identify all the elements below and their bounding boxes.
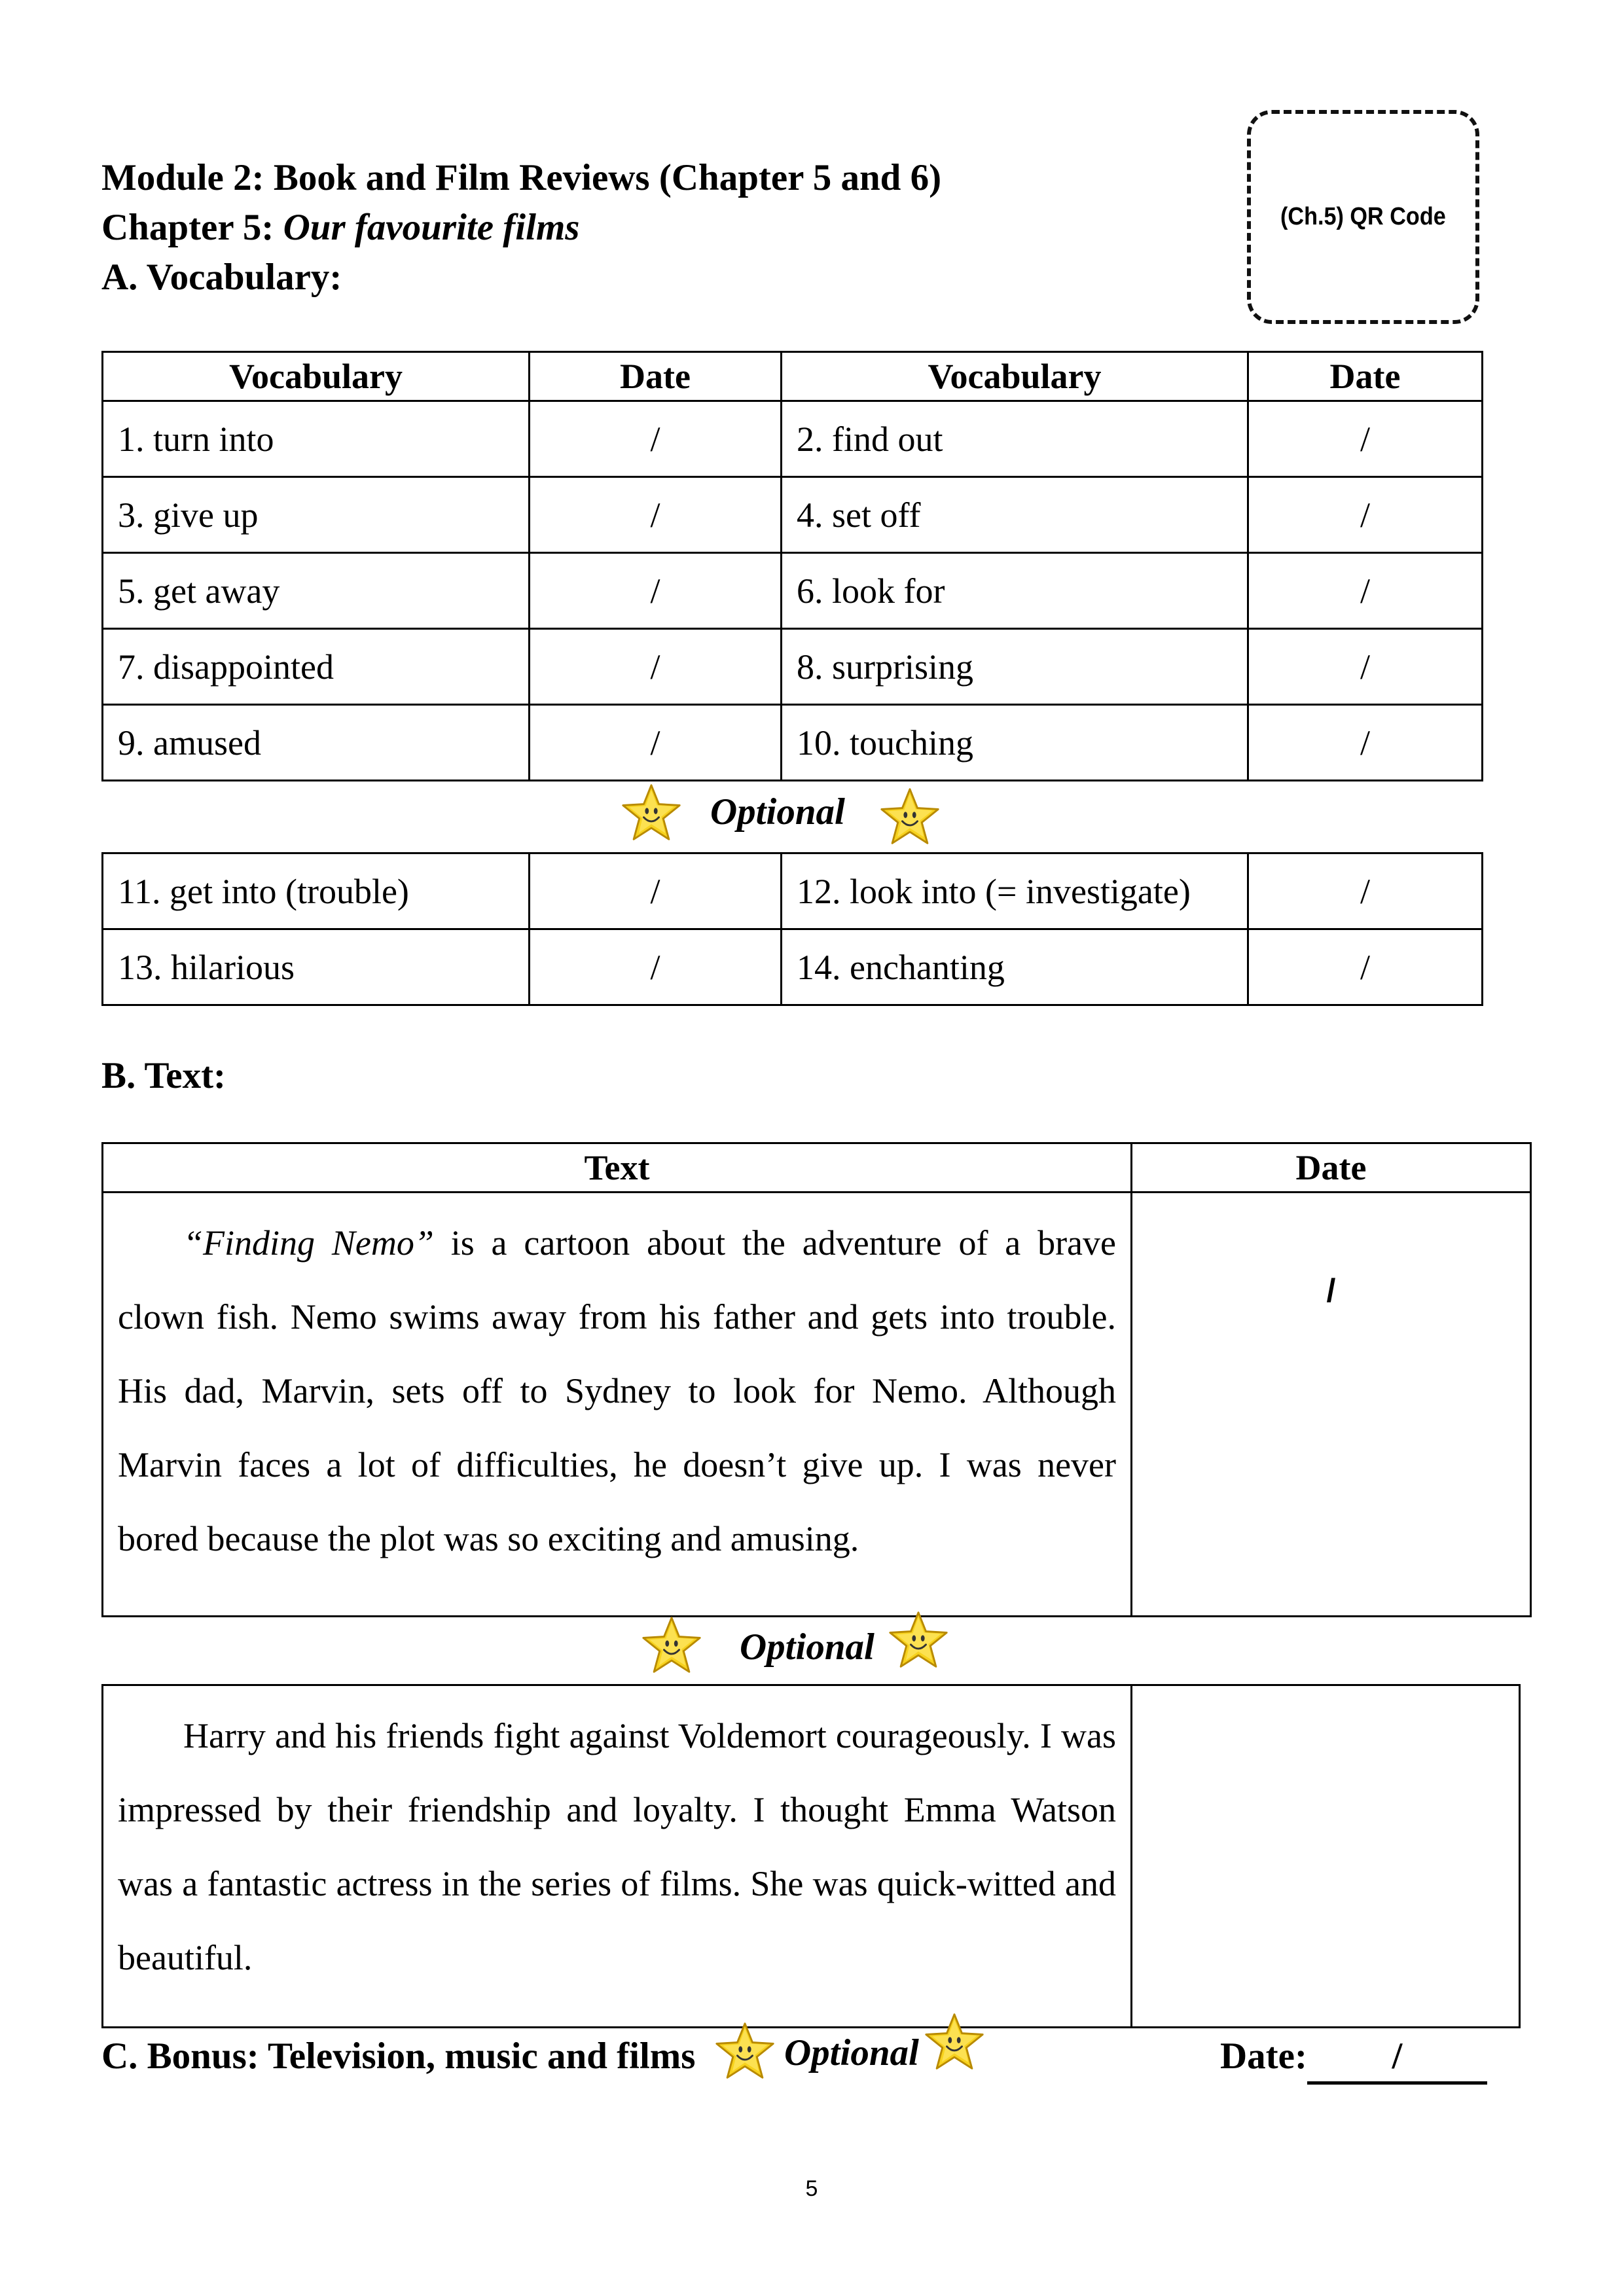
vocab-item: 3. give up [103, 477, 530, 553]
smiley-star-icon [887, 1609, 950, 1672]
header-date-1: Date [530, 352, 782, 401]
vocab-item: 13. hilarious [103, 929, 530, 1005]
chapter-prefix: Chapter 5: [101, 207, 283, 248]
vocab-item: 5. get away [103, 553, 530, 629]
date-cell: / [1248, 929, 1483, 1005]
header-vocabulary-1: Vocabulary [103, 352, 530, 401]
vocab-item: 8. surprising [782, 629, 1248, 705]
date-cell: / [1248, 553, 1483, 629]
smiley-star-icon [878, 785, 941, 848]
date-cell: / [1248, 401, 1483, 477]
smiley-star-icon [923, 2011, 986, 2073]
reading-passage [103, 1193, 1132, 1617]
vocab-item: 7. disappointed [103, 629, 530, 705]
passage-body: is a cartoon about the adventure of a brave clown fish. Nemo swims away from his father and gets into trouble. His dad, Marvin, sets off to Sydney to look for Nemo. Although Marvin faces a lot of difficulties, he doesn’t give up. I was never bored because the plot was so exciting and amusing. [118, 1223, 1116, 1558]
optional-label-text: Optional [740, 1626, 875, 1668]
optional-label-bonus: Optional [784, 2032, 919, 2073]
smiley-star-icon [620, 781, 683, 844]
header-text: Text [103, 1143, 1132, 1193]
bonus-date-field[interactable]: / [1307, 2032, 1487, 2085]
header-date-2: Date [1248, 352, 1483, 401]
vocabulary-header-row [103, 352, 1483, 401]
table-row [103, 401, 1483, 477]
date-cell: / [530, 477, 782, 553]
table-row [103, 705, 1483, 781]
section-a-title: A. Vocabulary: [101, 257, 342, 298]
optional-reading-passage: Harry and his friends fight against Voldemort courageously. I was impressed by their friendship and loyalty. I thought Emma Watson was a fantastic actress in the series of films. She was quick-witted and beautiful. [103, 1685, 1132, 2028]
optional-vocabulary-table [101, 852, 1483, 1006]
date-cell: / [1248, 853, 1483, 929]
table-row [103, 477, 1483, 553]
smiley-star-icon [640, 1614, 703, 1677]
module-title: Module 2: Book and Film Reviews (Chapter 5 and 6) [101, 157, 942, 198]
date-cell: / [1248, 629, 1483, 705]
vocab-item: 12. look into (= investigate) [782, 853, 1248, 929]
date-cell: / [1248, 477, 1483, 553]
header-date: Date [1132, 1143, 1531, 1193]
table-row [103, 929, 1483, 1005]
date-cell: / [530, 929, 782, 1005]
optional-label-vocab: Optional [710, 791, 845, 833]
vocab-item: 11. get into (trouble) [103, 853, 530, 929]
section-b-title: B. Text: [101, 1055, 226, 1096]
date-cell: / [530, 705, 782, 781]
vocab-item: 6. look for [782, 553, 1248, 629]
chapter-title: Our favourite films [283, 207, 580, 248]
qr-code-placeholder [1247, 110, 1479, 324]
vocab-item: 4. set off [782, 477, 1248, 553]
table-row [103, 853, 1483, 929]
table-row [103, 1193, 1531, 1617]
section-c-title: C. Bonus: Television, music and films [101, 2036, 696, 2077]
bonus-date [1220, 2032, 1487, 2085]
qr-label: (Ch.5) QR Code [1280, 203, 1446, 230]
vocab-item: 9. amused [103, 705, 530, 781]
date-cell: / [1248, 705, 1483, 781]
chapter-heading [101, 203, 579, 253]
vocabulary-table [101, 351, 1483, 781]
smiley-star-icon [713, 2020, 776, 2083]
table-row [103, 1685, 1520, 2028]
bonus-date-label: Date: [1220, 2036, 1307, 2077]
date-cell: / [1132, 1193, 1531, 1617]
header-vocabulary-2: Vocabulary [782, 352, 1248, 401]
text-table [101, 1142, 1532, 1617]
date-cell: / [530, 629, 782, 705]
vocab-item: 2. find out [782, 401, 1248, 477]
vocab-item: 14. enchanting [782, 929, 1248, 1005]
date-cell: / [530, 553, 782, 629]
date-cell: / [530, 853, 782, 929]
date-cell-empty [1132, 1685, 1520, 2028]
passage-title: “Finding Nemo” [183, 1223, 434, 1263]
table-row [103, 629, 1483, 705]
date-cell: / [530, 401, 782, 477]
page-number: 5 [805, 2176, 818, 2201]
text-header-row [103, 1143, 1531, 1193]
vocab-item: 10. touching [782, 705, 1248, 781]
vocab-item: 1. turn into [103, 401, 530, 477]
table-row [103, 553, 1483, 629]
optional-text-table [101, 1684, 1521, 2028]
